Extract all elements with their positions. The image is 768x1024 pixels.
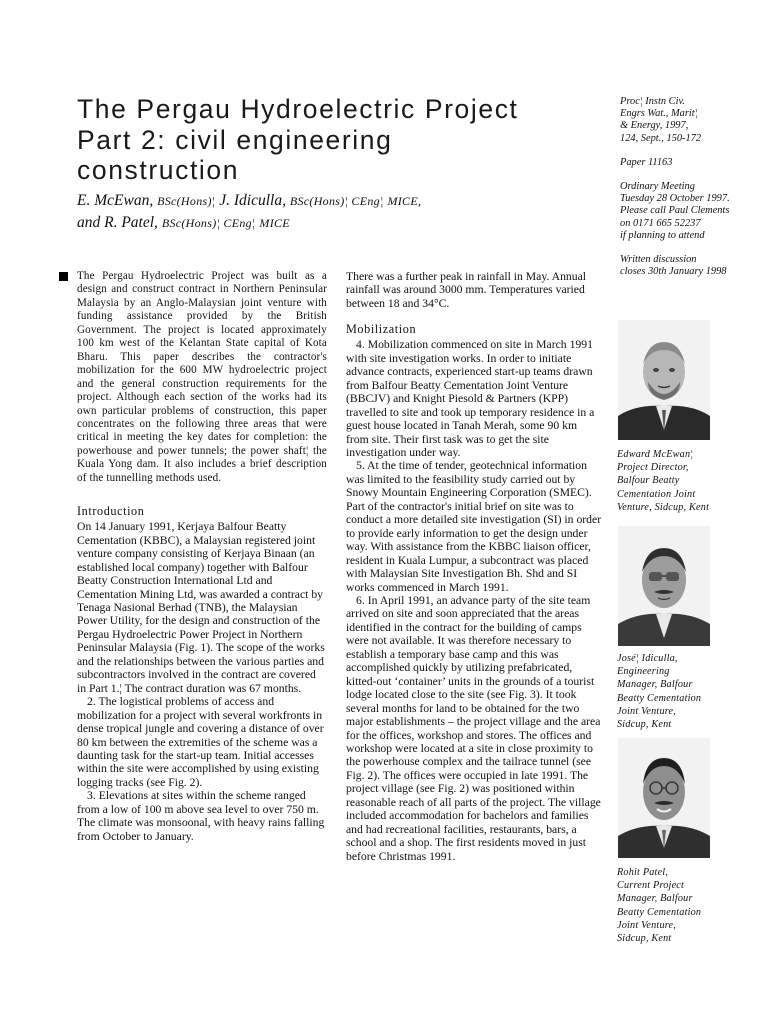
text-column-left	[77, 270, 327, 843]
title-line: The Pergau Hydroelectric Project	[77, 94, 519, 124]
journal-citation-line: & Energy, 1997,	[620, 120, 689, 132]
text-column-right	[346, 270, 602, 863]
paragraph: 4. Mobilization commenced on site in March 1991 with site investigation works. In order to initiate advance contracts, experienced start-up teams drawn from Balfour Beatty Cementation Joint Venture (BBCJV) and Knight Piesold & Partners (KPP) travelled to site and took up temporary residence in a guest house located in Tanah Merah, some 90 km from site. Their first task was to get the site investigation under way.	[346, 338, 595, 459]
author-line	[77, 212, 597, 234]
section-heading-introduction: Introduction	[77, 504, 145, 519]
discussion-info-line: Written discussion	[620, 254, 697, 266]
meeting-info-line: Please call Paul Clements	[620, 205, 730, 217]
meeting-info-line: on 0171 665 52237	[620, 217, 701, 229]
publication-info	[620, 96, 768, 278]
paragraph: 5. At the time of tender, geotechnical information was limited to the feasibility study carried out by Snowy Mountain Engineering Corporation (SMEC). Part of the contractor's initial brief on site was to conduct a more detailed site investigation (SI) in order to provide early information to get the design under way. With assistance from the KBBC liaison officer, resident in Kuala Lumpur, a subcontract was placed with Malaysian Site Investigation Bh. Shd and SI works commenced in March 1991.	[346, 459, 602, 594]
paragraph: There was a further peak in rainfall in May. Annual rainfall was around 3000 mm. Temperatures varied between 18 and 34°C.	[346, 270, 587, 310]
author-photo	[618, 320, 710, 440]
author-name: J. Idiculla,	[219, 192, 286, 209]
discussion-info-line: closes 30th January 1998	[620, 266, 727, 278]
author-credentials: MICE	[259, 216, 290, 230]
author-name: and R. Patel,	[77, 214, 158, 231]
title-line: Part 2: civil engineering	[77, 124, 393, 155]
title-line: construction	[77, 155, 240, 185]
journal-citation-line: Proc¦ Instn Civ.	[620, 96, 685, 107]
author-caption: Edward McEwan¦ Project Director, Balfour Beatty Cementation Joint Venture, Sidcup, Kent	[617, 449, 710, 513]
author-list	[77, 190, 597, 234]
paragraph: 3. Elevations at sites within the scheme ranged from a low of 100 m above sea level to over 750 m. The climate was monsoonal, with heavy rains falling from October to January.	[77, 789, 325, 843]
journal-citation-line: Engrs Wat., Marit¦	[620, 108, 698, 120]
paragraph: On 14 January 1991, Kerjaya Balfour Beatty Cementation (KBBC), a Malaysian registered joint venture company consisting of Kerjaya Binaan (an established local company) together with Balfour Beatty Construction International Ltd and Cementation Mining Ltd, was awarded a contract by Tenaga Nasional Berhad (TNB), the Malaysian Power Utility, for the design and construction of the Pergau Hydroelectric Power Project in Northern Peninsular Malaysia (Fig. 1). The scope of the works and the relationships between the various parties and subcontractors involved in the contract are covered in Part 1.¦ The contract duration was 67 months.	[77, 520, 325, 695]
author-credentials: BSc(Hons)¦ CEng¦	[161, 216, 256, 230]
paragraph: 2. The logistical problems of access and mobilization for a project with several workfronts in dense tropical jungle and covering a distance of over 80 km between the extremities of the scheme was a daunting task for the start-up team. Initial accesses within the site were accomplished by using existing logging tracks (see Fig. 2).	[77, 695, 324, 789]
abstract-text: The Pergau Hydroelectric Project was built as a design and construct contract in Northern Peninsular Malaysia by an Anglo-Malaysian joint venture with funding assistance provided by the British Government. The project is located approximately 100 km west of the Kelantan State capital of Kota Bharu. This paper describes the contractor's mobilization for the 600 MW hydroelectric project and the general construction requirements for the project. Although each section of the works had its own particular problems of construction, this paper concentrates on the following three areas that were critical in meeting the key dates for completion: the powerhouse and power tunnels; the power shaft¦ the Kuala Yong dam. It also includes a brief description of the tunnelling methods used.	[77, 270, 327, 484]
paragraph: 6. In April 1991, an advance party of the site team arrived on site and soon appreciated that the areas identified in the contract for the building of camps were not available. It was therefore necessary to establish a temporary base camp and this was accomplished quickly by utilizing prefabricated, kitted-out ‘container’ units in the grounds of a tourist lodge located close to the site (see Fig. 3). It took several months for land to be obtained for the two major establishments – the project village and the area for the offices, workshop and stores. The offices and workshop were located at a site in close proximity to the powerhouse complex and the tailrace tunnel (see Fig. 2). The offices were occupied in late 1991. The project village (see Fig. 2) was positioned within reasonable reach of all parts of the project. The village included accommodation for bachelors and families and had recreational facilities, restaurants, bars, a school and a shop. The first residents moved in just before Christmas 1991.	[346, 593, 601, 863]
meeting-info-line: if planning to attend	[620, 229, 705, 241]
author-name: E. McEwan,	[77, 192, 154, 209]
journal-citation-line: 124, Sept., 150-172	[620, 132, 702, 144]
meeting-info-line: Ordinary Meeting	[620, 181, 695, 193]
meeting-info-line: Tuesday 28 October 1997.	[620, 193, 730, 205]
article-title	[77, 94, 597, 186]
author-caption: José¦ Idiculla, Engineering Manager, Balfour Beatty Cementation Joint Venture, Sidcup, Kent	[617, 653, 702, 731]
author-credentials: BSc(Hons)¦ CEng¦	[289, 194, 384, 208]
author-line	[77, 190, 597, 212]
author-credentials: MICE,	[387, 194, 422, 208]
author-photo	[618, 526, 710, 646]
author-photo	[618, 738, 710, 858]
section-heading-mobilization: Mobilization	[346, 322, 417, 337]
abstract-block	[77, 270, 327, 485]
author-caption: Rohit Patel, Current Project Manager, Balfour Beatty Cementation Joint Venture, Sidcup, Kent	[617, 867, 702, 945]
square-bullet-icon	[59, 272, 68, 281]
paper-number: Paper 11163	[620, 156, 673, 168]
author-credentials: BSc(Hons)¦	[157, 194, 216, 208]
